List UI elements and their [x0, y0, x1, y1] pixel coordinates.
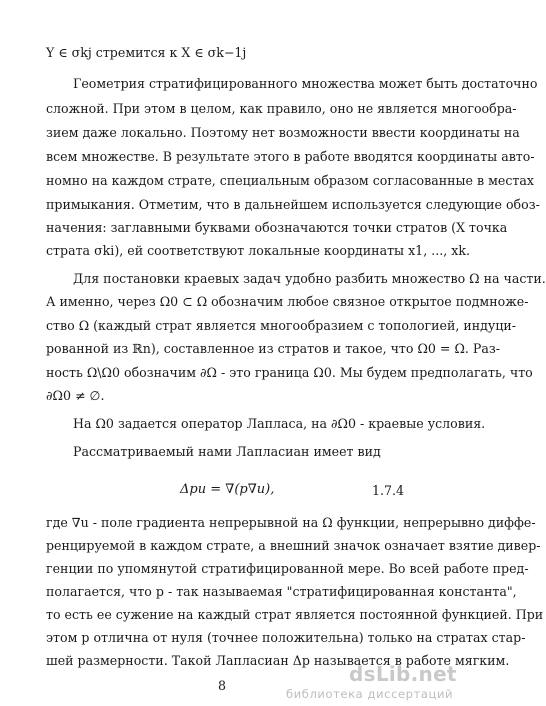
text-line: этом p отлична от нуля (точнее положительна) только на стратах стар- — [46, 630, 526, 645]
text-line: страта σki), ей соответствуют локальные координаты x1, ..., xk. — [46, 243, 470, 258]
text-line: Рассматриваемый нами Лапласиан имеет вид — [73, 444, 381, 459]
text-line: где ∇u - поле градиента непрерывной на Ω функции, непрерывно диффе- — [46, 515, 536, 530]
text-line: Для постановки краевых задач удобно разбить множество Ω на части. — [73, 271, 546, 286]
text-line: генции по упомянутой стратифицированной мере. Во всей работе пред- — [46, 561, 529, 576]
text-line: ство Ω (каждый страт является многообразием с топологией, индуци- — [46, 318, 517, 333]
text-line: начения: заглавными буквами обозначаются точки стратов (X точка — [46, 220, 508, 235]
text-line: всем множестве. В результате этого в работе вводятся координаты авто- — [46, 149, 535, 164]
watermark-subtitle: библиотека диссертаций — [286, 687, 454, 701]
text-line: Y ∈ σkj стремится к X ∈ σk−1j — [46, 45, 247, 60]
text-line: полагается, что p - так называемая "стратифицированная константа", — [46, 584, 517, 599]
text-line: На Ω0 задается оператор Лапласа, на ∂Ω0 - краевые условия. — [73, 416, 486, 431]
text-line: Геометрия стратифицированного множества может быть достаточно — [73, 76, 538, 91]
text-line: ∂Ω0 ≠ ∅. — [46, 388, 105, 403]
text-line: шей размерности. Такой Лапласиан Δp называется в работе мягким. — [46, 653, 510, 668]
text-line: рованной из ℝn), составленное из стратов и такое, что Ω0 = Ω. Раз- — [46, 341, 501, 356]
page-number: 8 — [218, 678, 227, 693]
text-line: ность Ω\Ω0 обозначим ∂Ω - это граница Ω0. Мы будем предполагать, что — [46, 365, 533, 380]
text-line: номно на каждом страте, специальным образом согласованные в местах — [46, 173, 534, 188]
text-line: то есть ее сужение на каждый страт является постоянной функцией. При — [46, 607, 544, 622]
text-line: зием даже локально. Поэтому нет возможности ввести координаты на — [46, 125, 520, 140]
watermark-logo: dsLib.net — [349, 662, 457, 686]
text-line: А именно, через Ω0 ⊂ Ω обозначим любое связное открытое подмноже- — [46, 294, 529, 309]
laplacian-formula: Δpu = ∇(p∇u), — [180, 482, 275, 497]
equation-number: 1.7.4 — [372, 483, 405, 498]
text-line: ренцируемой в каждом страте, а внешний значок означает взятие дивер- — [46, 538, 541, 553]
text-line: сложной. При этом в целом, как правило, оно не является многообра- — [46, 101, 517, 116]
text-line: примыкания. Отметим, что в дальнейшем используется следующие обоз- — [46, 197, 540, 212]
